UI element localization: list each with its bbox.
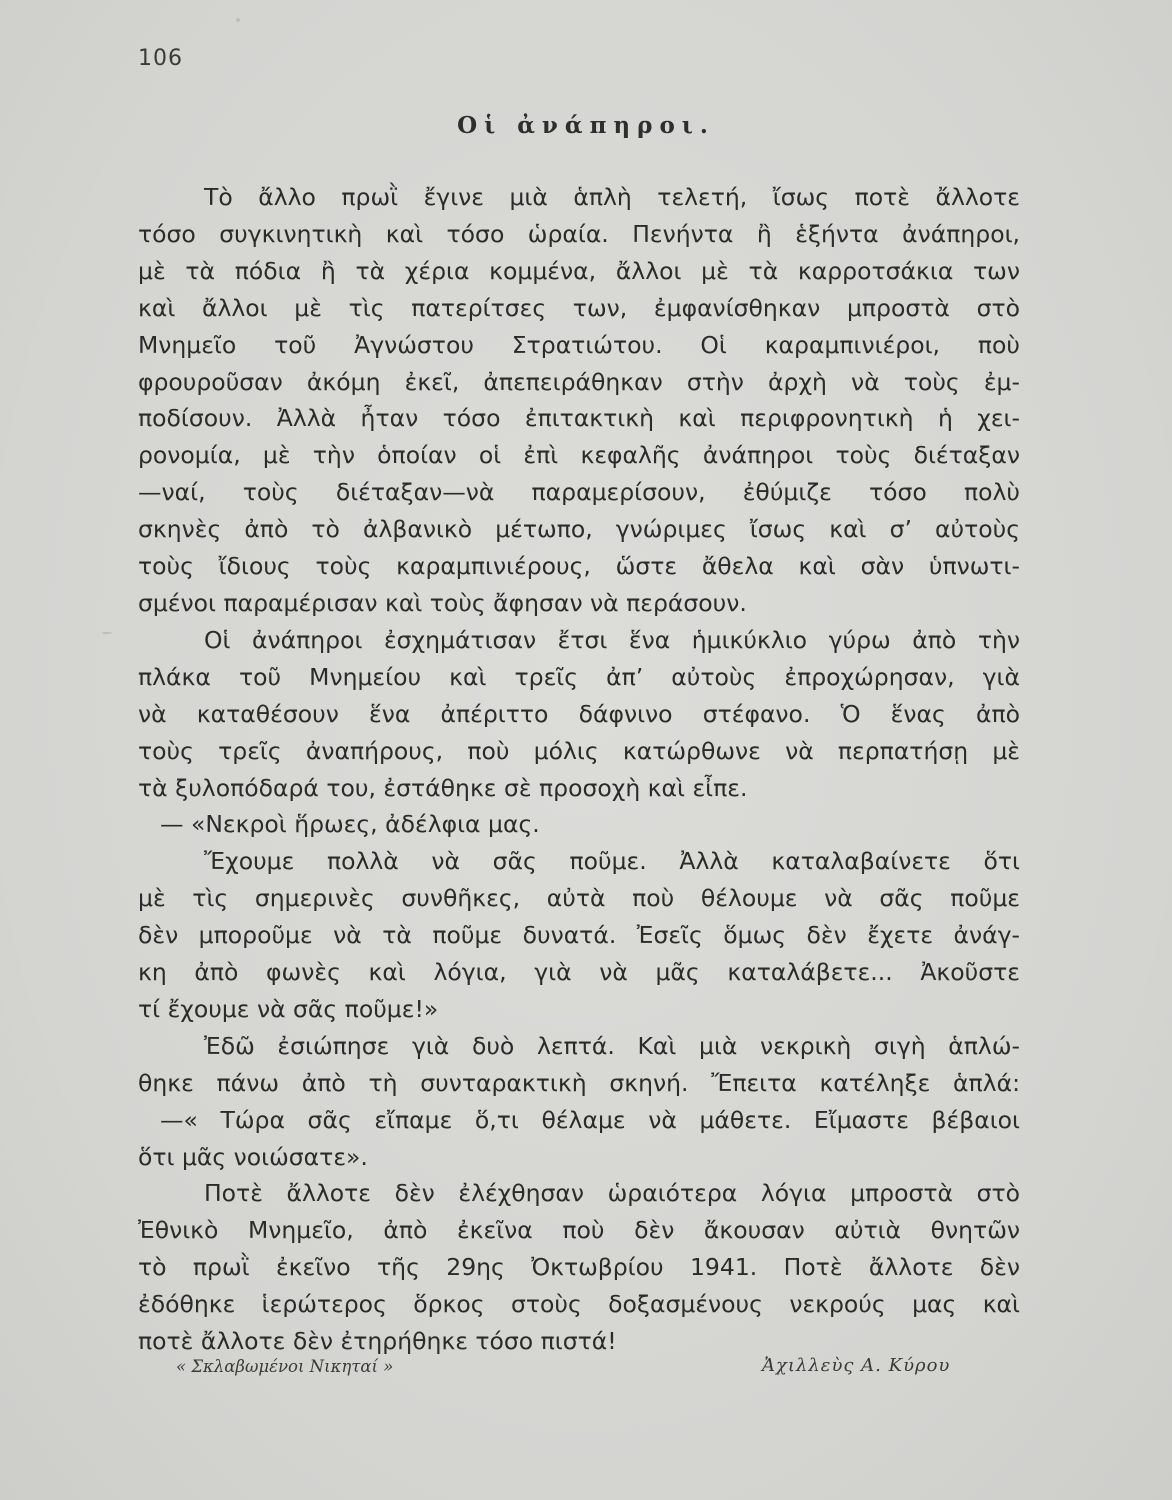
text-line: —« Τώρα σᾶς εἴπαμε ὅ,τι θέλαμε νὰ μάθετε. Εἴμαστε βέβαιοι — [160, 1105, 1020, 1134]
text-line: Μνημεῖο τοῦ Ἀγνώστου Στρατιώτου. Οἱ καραμπινιέροι, ποὺ — [138, 330, 1020, 359]
text-line: ὅτι μᾶς νοιώσατε». — [138, 1142, 368, 1171]
text-line: Ἐδῶ ἐσιώπησε γιὰ δυὸ λεπτά. Καὶ μιὰ νεκρικὴ σιγὴ ἁπλώ- — [204, 1031, 1020, 1060]
text-line: κη ἀπὸ φωνὲς καὶ λόγια, γιὰ νὰ μᾶς καταλάβετε... Ἀκοῦστε — [138, 958, 1020, 987]
text-line: ποτὲ ἄλλοτε δὲν ἐτηρήθηκε τόσο πιστά! — [138, 1327, 617, 1356]
text-line: —ναί, τοὺς διέταξαν—νὰ παραμερίσουν, ἐθύμιζε τόσο πολὺ — [138, 478, 1020, 507]
text-line: φρουροῦσαν ἀκόμη ἐκεῖ, ἀπεπειράθηκαν στὴν ἀρχὴ νὰ τοὺς ἐμ- — [138, 367, 1020, 396]
text-line: θηκε πάνω ἀπὸ τὴ συνταρακτικὴ σκηνή. Ἔπειτα κατέληξε ἁπλά: — [138, 1068, 1020, 1097]
text-line: Τὸ ἄλλο πρωῒ ἔγινε μιὰ ἁπλὴ τελετή, ἴσως ποτὲ ἄλλοτε — [204, 183, 1020, 211]
text-line: ἐδόθηκε ἱερώτερος ὅρκος στοὺς δοξασμένους νεκρούς μας καὶ — [138, 1290, 1020, 1319]
article-body — [138, 179, 1020, 1360]
text-line: — «Νεκροὶ ἥρωες, ἀδέλφια μας. — [160, 810, 540, 839]
text-line: δὲν μποροῦμε νὰ τὰ ποῦμε δυνατά. Ἐσεῖς ὅμως δὲν ἔχετε ἀνάγ- — [138, 921, 1020, 950]
text-line: σκηνὲς ἀπὸ τὸ ἀλβανικὸ μέτωπο, γνώριμες ἴσως καὶ σ’ αὐτοὺς — [138, 515, 1020, 544]
text-line: καὶ ἄλλοι μὲ τὶς πατερίτσες των, ἐμφανίσθηκαν μπροστὰ στὸ — [138, 293, 1020, 322]
text-line: μὲ τὶς σημερινὲς συνθῆκες, αὐτὰ ποὺ θέλουμε νὰ σᾶς ποῦμε — [138, 884, 1020, 913]
text-line: Οἱ ἀνάπηροι ἐσχημάτισαν ἔτσι ἕνα ἡμικύκλιο γύρω ἀπὸ τὴν — [204, 625, 1020, 654]
paper-speck — [236, 18, 240, 22]
text-line: τὰ ξυλοπόδαρά του, ἐστάθηκε σὲ προσοχὴ καὶ εἶπε. — [138, 773, 748, 802]
text-line: τοὺς ἴδιους τοὺς καραμπινιέρους, ὥστε ἄθελα καὶ σὰν ὑπνωτι- — [138, 552, 1020, 581]
text-line: Ποτὲ ἄλλοτε δὲν ἐλέχθησαν ὡραιότερα λόγια μπροστὰ στὸ — [204, 1179, 1020, 1208]
page-number: 106 — [138, 46, 183, 71]
text-line: νὰ καταθέσουν ἕνα ἀπέριττο δάφνινο στέφανο. Ὁ ἕνας ἀπὸ — [138, 699, 1020, 728]
text-line: Ἔχουμε πολλὰ νὰ σᾶς ποῦμε. Ἀλλὰ καταλαβαίνετε ὅτι — [204, 847, 1020, 876]
text-line: τόσο συγκινητικὴ καὶ τόσο ὡραία. Πενήντα ἢ ἑξήντα ἀνάπηροι, — [138, 219, 1020, 248]
paper-speck — [102, 632, 112, 634]
source-citation: « Σκλαβωμένοι Νικηταί » — [176, 1357, 394, 1376]
text-line: τὸ πρωῒ ἐκεῖνο τῆς 29ης Ὀκτωβρίου 1941. Ποτὲ ἄλλοτε δὲν — [138, 1253, 1020, 1282]
text-line: τί ἔχουμε νὰ σᾶς ποῦμε!» — [138, 994, 439, 1023]
text-line: σμένοι παραμέρισαν καὶ τοὺς ἄφησαν νὰ περάσουν. — [138, 588, 747, 617]
chapter-title: Οἱ ἀνάπηροι. — [457, 112, 715, 139]
author-signature: Ἀχιλλεὺς Α. Κύρου — [762, 1355, 951, 1376]
text-line: ρονομία, μὲ τὴν ὁποίαν οἱ ἐπὶ κεφαλῆς ἀνάπηροι τοὺς διέταξαν — [138, 441, 1020, 470]
text-line: ποδίσουν. Ἀλλὰ ἦταν τόσο ἐπιτακτικὴ καὶ περιφρονητικὴ ἡ χει- — [138, 404, 1020, 433]
footer — [0, 1351, 1172, 1387]
text-line: Ἐθνικὸ Μνημεῖο, ἀπὸ ἐκεῖνα ποὺ δὲν ἄκουσαν αὐτιὰ θνητῶν — [138, 1216, 1020, 1245]
text-line: τοὺς τρεῖς ἀναπήρους, ποὺ μόλις κατώρθωνε νὰ περπατήσῃ μὲ — [138, 736, 1020, 765]
text-line: μὲ τὰ πόδια ἢ τὰ χέρια κομμένα, ἄλλοι μὲ τὰ καρροτσάκια των — [138, 256, 1020, 285]
text-line: πλάκα τοῦ Μνημείου καὶ τρεῖς ἀπ’ αὐτοὺς ἐπροχώρησαν, γιὰ — [138, 662, 1020, 691]
